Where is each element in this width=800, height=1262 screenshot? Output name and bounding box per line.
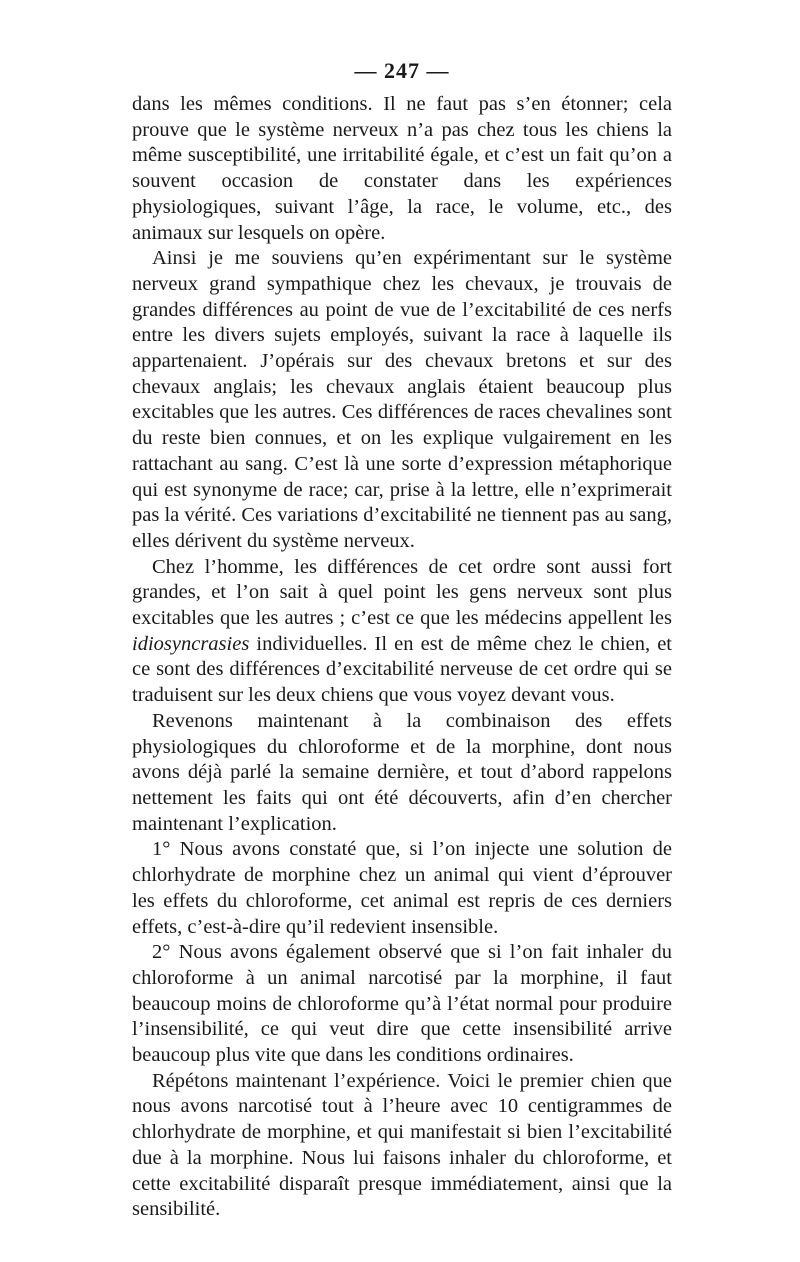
paragraph-4-text: Revenons maintenant à la combinaison des effets physiologiques du chloroforme et de la morphine, dont nous avons déjà parlé la semaine dernière, et tout d’abord rappelons nettement les faits qui ont été découverts, afin d’en chercher maintenant l’explication. bbox=[132, 709, 672, 835]
paragraph-6-text: 2° Nous avons également observé que si l’on fait inhaler du chloroforme à un animal narcotisé par la morphine, il faut beaucoup moins de chloroforme qu’à l’état normal pour produire l’insensibilité, ce qui veut dire que cette insensibilité arrive beaucoup plus vite que dans les conditions ordinaires. bbox=[132, 941, 672, 1067]
paragraph-5-text: 1° Nous avons constaté que, si l’on injecte une solution de chlorhydrate de morphine chez un animal qui vient d’éprouver les effets du chloroforme, cet animal est repris de ces derniers effets, c’est-à-dire qu’il redevient insensible. bbox=[132, 838, 672, 938]
page-number: — 247 — bbox=[354, 58, 450, 83]
paragraph-1-text: dans les mêmes conditions. Il ne faut pas s’en étonner; cela prouve que le système nerveux n’a pas chez tous les chiens la même susceptibilité, une irritabilité égale, et c’est un fait qu’on a souvent occasion de constater dans les expériences physiologiques, suivant l’âge, la race, le volume, etc., des animaux sur lesquels on opère. bbox=[132, 93, 672, 244]
paragraph-1 bbox=[132, 92, 672, 246]
paragraph-7 bbox=[132, 1069, 672, 1223]
paragraph-5 bbox=[132, 837, 672, 940]
paragraph-2 bbox=[132, 246, 672, 554]
book-page bbox=[132, 56, 672, 1223]
paragraph-6 bbox=[132, 940, 672, 1069]
paragraph-3-text-after: individuelles. Il en est de même chez le chien, et ce sont des différences d’excitabilité nerveuse de cet ordre qui se traduisent sur les deux chiens que vous voyez devant vous. bbox=[132, 632, 672, 707]
paragraph-3 bbox=[132, 555, 672, 709]
paragraph-4 bbox=[132, 709, 672, 838]
paragraph-2-text: Ainsi je me souviens qu’en expérimentant sur le système nerveux grand sympathique chez les chevaux, je trouvais de grandes différences au point de vue de l’excitabilité de ces nerfs entre les divers sujets employés, suivant la race à laquelle ils appartenaient. J’opérais sur des chevaux bretons et sur des chevaux anglais; les chevaux anglais étaient beaucoup plus excitables que les autres. Ces différences de races chevalines sont du reste bien connues, et on les explique vulgairement en les rattachant au sang. C’est là une sorte d’expression métaphorique qui est synonyme de race; car, prise à la lettre, elle n’exprimerait pas la vérité. Ces variations d’excitabilité ne tiennent pas au sang, elles dérivent du système nerveux. bbox=[132, 247, 672, 552]
paragraph-7-text: Répétons maintenant l’expérience. Voici le premier chien que nous avons narcotisé tout à l’heure avec 10 centigrammes de chlorhydrate de morphine, et qui manifestait si bien l’excitabilité due à la morphine. Nous lui faisons inhaler du chloroforme, et cette excitabilité disparaît presque immédiatement, ainsi que la sensibilité. bbox=[132, 1069, 672, 1221]
paragraph-3-text-before: Chez l’homme, les différences de cet ordre sont aussi fort grandes, et l’on sait à quel point les gens nerveux sont plus excitables que les autres ; c’est ce que les médecins appellent les bbox=[132, 555, 672, 630]
paragraph-3-italic-term: idiosyncrasies bbox=[132, 632, 250, 655]
